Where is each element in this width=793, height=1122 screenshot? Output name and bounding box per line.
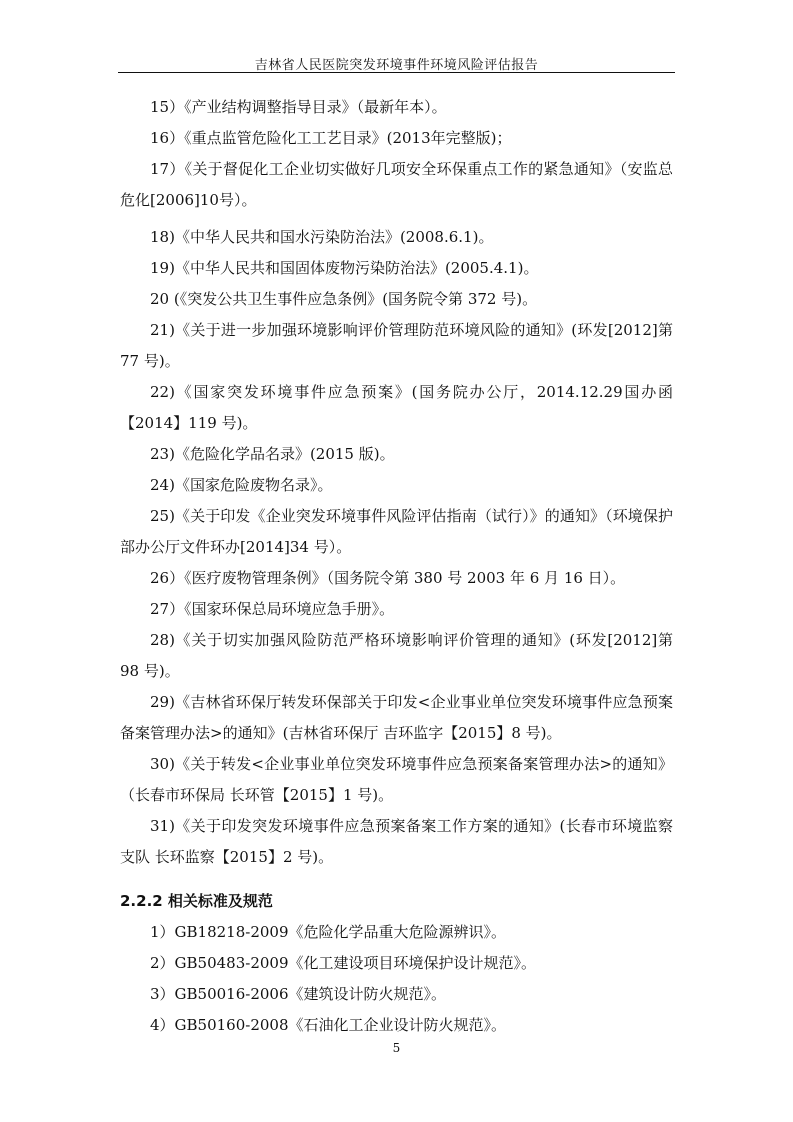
regulation-item-26: 26）《医疗废物管理条例》（国务院令第 380 号 2003 年 6 月 16 日）。 bbox=[150, 569, 626, 587]
header-divider bbox=[118, 72, 675, 73]
standard-item-2: 2）GB50483-2009《化工建设项目环境保护设计规范》。 bbox=[150, 954, 537, 972]
regulation-item-25: 25)《关于印发《企业突发环境事件风险评估指南（试行）》的通知》（环境保护部办公厅文件环办[2014]34 号）。 bbox=[120, 507, 673, 556]
regulation-item-24: 24)《国家危险废物名录》。 bbox=[150, 476, 333, 494]
document-body bbox=[120, 92, 673, 1041]
regulation-item-16: 16）《重点监管危险化工工艺目录》(2013年完整版)； bbox=[150, 129, 512, 147]
regulation-item-15: 15）《产业结构调整指导目录》（最新年本）。 bbox=[150, 98, 447, 116]
regulation-item-23: 23)《危险化学品名录》(2015 版)。 bbox=[150, 445, 395, 463]
standard-item-4: 4）GB50160-2008《石油化工企业设计防火规范》。 bbox=[150, 1016, 507, 1034]
regulation-item-17: 17）《关于督促化工企业切实做好几项安全环保重点工作的紧急通知》（安监总危化[2006]10号）。 bbox=[120, 160, 673, 209]
section-heading: 2.2.2 相关标准及规范 bbox=[120, 892, 273, 910]
standard-item-1: 1）GB18218-2009《危险化学品重大危险源辨识》。 bbox=[150, 923, 507, 941]
standard-item-3: 3）GB50016-2006《建筑设计防火规范》。 bbox=[150, 985, 447, 1003]
regulation-item-30: 30)《关于转发<企业事业单位突发环境事件应急预案备案管理办法>的通知》（长春市环保局 长环管【2015】1 号)。 bbox=[120, 755, 673, 804]
regulation-item-18: 18)《中华人民共和国水污染防治法》(2008.6.1)。 bbox=[150, 228, 494, 246]
page-header-title: 吉林省人民医院突发环境事件环境风险评估报告 bbox=[254, 58, 539, 73]
regulation-item-28: 28)《关于切实加强风险防范严格环境影响评价管理的通知》(环发[2012]第 98 号)。 bbox=[120, 631, 673, 680]
regulation-item-27: 27）《国家环保总局环境应急手册》。 bbox=[150, 600, 395, 618]
regulation-item-20: 20 (《突发公共卫生事件应急条例》(国务院令第 372 号)。 bbox=[150, 290, 538, 308]
page-number: 5 bbox=[392, 1041, 401, 1055]
regulation-item-22: 22)《国家突发环境事件应急预案》(国务院办公厅，2014.12.29国办函【2014】119 号)。 bbox=[120, 383, 673, 432]
regulation-item-19: 19)《中华人民共和国固体废物污染防治法》(2005.4.1)。 bbox=[150, 259, 539, 277]
regulation-item-21: 21)《关于进一步加强环境影响评价管理防范环境风险的通知》(环发[2012]第 77 号)。 bbox=[120, 321, 673, 370]
regulation-item-29: 29)《吉林省环保厅转发环保部关于印发<企业事业单位突发环境事件应急预案备案管理办法>的通知》(吉林省环保厅 吉环监字【2015】8 号)。 bbox=[120, 693, 673, 742]
regulation-item-31: 31)《关于印发突发环境事件应急预案备案工作方案的通知》(长春市环境监察支队 长环监察【2015】2 号)。 bbox=[120, 817, 673, 866]
